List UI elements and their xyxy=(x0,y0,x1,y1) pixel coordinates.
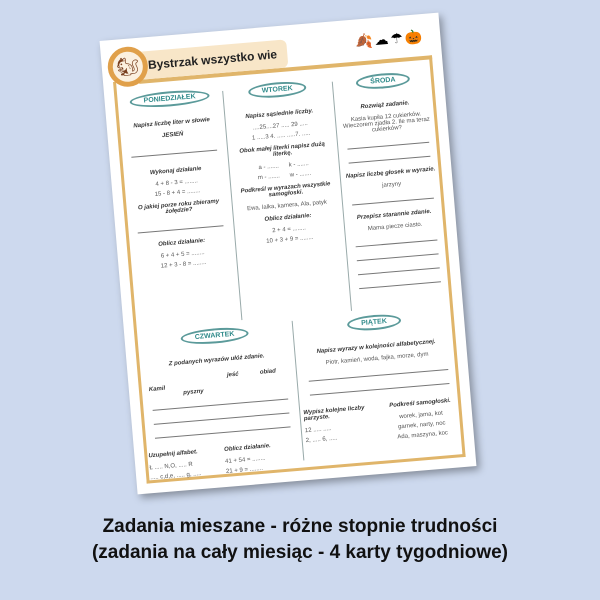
squirrel-icon: 🐿 xyxy=(106,45,149,88)
equation: 41 + 54 = ........ xyxy=(224,455,266,465)
answer-line xyxy=(351,189,434,206)
word: JESIEŃ xyxy=(161,131,184,140)
question: O jakiej porze roku zbieramy żołędzie? xyxy=(137,198,220,216)
number-sequence: 2, ..... 6, ..... xyxy=(305,435,338,445)
word: Kamil xyxy=(148,385,166,394)
equation: 15 - 8 + 4 = ........ xyxy=(154,188,201,198)
instruction: Obok małej literki napisz dużą literkę. xyxy=(239,141,326,158)
equation: 10 + 3 + 9 = ........ xyxy=(266,234,314,245)
equation: 2 + 4 = ........ xyxy=(271,225,307,235)
instruction: Napisz sąsiednie liczby. xyxy=(245,108,314,121)
sheet-title: Bystrzak wszystko wie xyxy=(137,39,289,79)
answer-line xyxy=(131,141,218,158)
task-text: Kasia kupiła 12 cukierków. Wieczorem zjadła 2. Ile ma teraz cukierków? xyxy=(342,111,431,134)
tuesday-section xyxy=(224,78,343,251)
instruction: Wykonaj działanie xyxy=(149,165,202,177)
instruction: Napisz liczbę liter w słowie xyxy=(133,117,211,130)
answer-line xyxy=(137,216,224,233)
instruction: Uzupełnij alfabet. xyxy=(148,449,198,460)
instruction: Przepisz starannie zdanie. xyxy=(356,208,432,222)
answer-line xyxy=(358,272,441,289)
equation: 6 + 4 + 5 = ........ xyxy=(160,249,205,260)
instruction: Napisz wyrazy w kolejności alfabetycznej. xyxy=(316,338,436,355)
word: pyszny xyxy=(183,388,204,397)
worksheet-preview xyxy=(100,13,477,495)
word-list: worek, jama, kot xyxy=(398,410,444,421)
equation: 4 + 8 - 3 = ........ xyxy=(155,178,199,188)
instruction: Napisz liczbę głosek w wyrazie. xyxy=(345,166,436,180)
monday-section xyxy=(118,87,235,276)
alphabet: Ł ..... N,O, ..... R xyxy=(149,461,193,472)
day-label: WTOREK xyxy=(247,80,307,100)
instruction: Rozwiąż zadanie. xyxy=(360,100,410,111)
caption xyxy=(0,514,600,566)
instruction: Wypisz kolejne liczby parzyste. xyxy=(303,405,365,423)
wednesday-section xyxy=(333,69,449,293)
autumn-decoration-icon: 🍂☁☂🎃 xyxy=(354,27,425,50)
instruction: Oblicz działanie. xyxy=(223,443,271,454)
word-list: Ada, maszyna, koc xyxy=(397,430,449,441)
day-label: ŚRODA xyxy=(356,71,410,90)
instruction: Z podanych wyrazów ułóż zdanie. xyxy=(168,353,265,368)
word: obiad xyxy=(259,368,277,376)
letters: a - ....... k - ....... xyxy=(258,160,310,172)
word-list: Piotr, kamień, woda, fajka, morze, dym xyxy=(325,351,429,367)
caption-line: Zadania mieszane - różne stopnie trudności xyxy=(102,516,498,537)
instruction: Oblicz działanie: xyxy=(158,237,206,248)
number-sequence: 12 ..... ..... xyxy=(304,425,332,435)
equation: 21 + 9 = ........ xyxy=(225,465,264,475)
friday-section xyxy=(296,309,462,453)
instruction: Podkreśl samogłoski. xyxy=(389,397,451,410)
word: jarzyny xyxy=(381,181,402,189)
sequence: ....25....27 ..... 29 ..... xyxy=(252,120,308,132)
word-list: Ewa, lalka, kamera, Ala, patyk xyxy=(246,199,328,213)
letters: m - ....... w - ....... xyxy=(257,170,312,182)
thursday-section xyxy=(138,322,302,485)
answer-line xyxy=(348,147,431,164)
word-list: garnek, narty, noc xyxy=(397,420,446,431)
instruction: Oblicz działanie: xyxy=(264,212,312,223)
word: jeść xyxy=(226,371,239,379)
instruction: Podkreśl w wyrazach wszystkie samogłoski. xyxy=(240,181,331,199)
day-label: PIĄTEK xyxy=(347,313,402,332)
equation: 12 + 3 - 8 = ........ xyxy=(160,259,207,270)
day-label: CZWARTEK xyxy=(180,326,249,347)
alphabet: ..... c,d,e, ..... g, ..... xyxy=(150,471,202,482)
sequence: 1 .....3 4. ..... .....7. ..... xyxy=(251,130,311,142)
caption-line: (zadania na cały miesiąc - 4 karty tygodniowe) xyxy=(91,542,509,563)
day-label: PONIEDZIAŁEK xyxy=(129,88,210,110)
sentence: Mama piecze ciasto. xyxy=(367,221,423,233)
